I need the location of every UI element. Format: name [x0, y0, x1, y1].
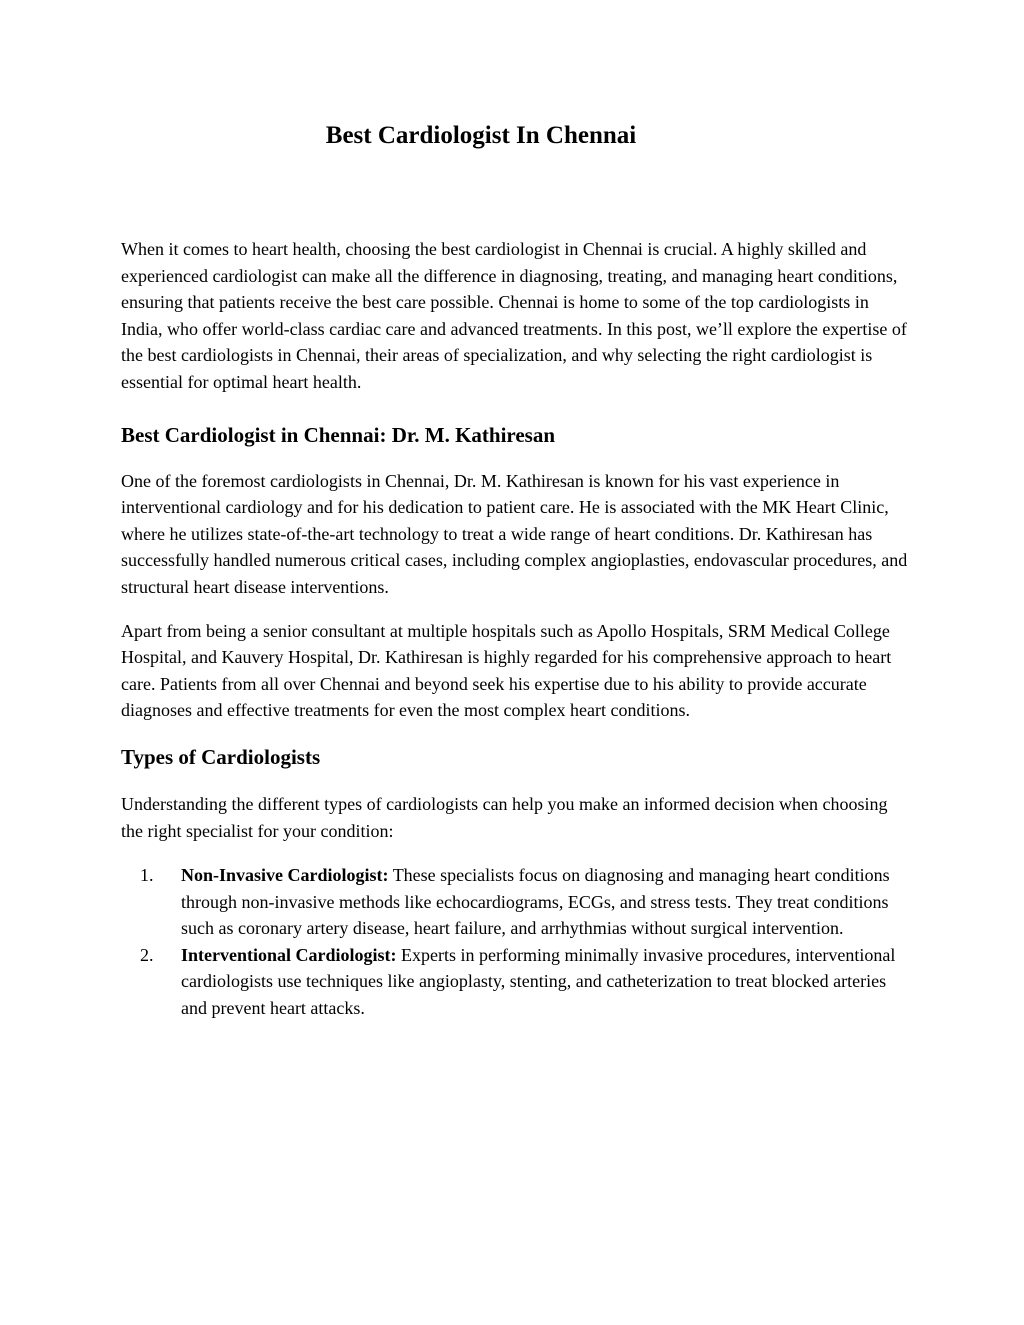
doctor-paragraph-1: One of the foremost cardiologists in Chennai, Dr. M. Kathiresan is known for his vast experience in interventional cardiology and for his dedication to patient care. He is associated with the MK Heart Clinic, where he utilizes state-of-the-art technology to treat a wide range of heart conditions. Dr. Kathiresan has successfully handled numerous critical cases, including complex angioplasties, endovascular procedures, and structural heart disease interventions.: [121, 470, 908, 597]
list-item-text: These specialists focus on diagnosing and managing heart conditions through non-invasive methods like echocardiograms, ECGs, and stress tests. They treat conditions such as coronary artery disease, heart failure, and arrhythmias without surgical intervention.: [181, 865, 890, 939]
list-item-text: Experts in performing minimally invasive procedures, interventional cardiologists use techniques like angioplasty, stenting, and catheterization to treat blocked arteries and prevent heart attacks.: [181, 944, 896, 1019]
section-heading-types: Types of Cardiologists: [121, 744, 321, 769]
document-title: Best Cardiologist In Chennai: [325, 122, 637, 149]
list-item-term: Interventional Cardiologist:: [181, 944, 397, 965]
doctor-paragraph-2: Apart from being a senior consultant at multiple hospitals such as Apollo Hospitals, SRM Medical College Hospital, and Kauvery Hospital, Dr. Kathiresan is highly regarded for his comprehensive approach to heart care. Patients from all over Chennai and beyond seek his expertise due to his ability to provide accurate diagnoses and effective treatments for even the most complex heart conditions.: [121, 620, 892, 721]
types-intro-paragraph: Understanding the different types of cardiologists can help you make an informed decision when choosing the right specialist for your condition:: [121, 793, 888, 841]
intro-paragraph: When it comes to heart health, choosing the best cardiologist in Chennai is crucial. A highly skilled and experienced cardiologist can make all the difference in diagnosing, treating, and managing heart conditions, ensuring that patients receive the best care possible. Chennai is home to some of the top cardiologists in India, who offer world-class cardiac care and advanced treatments. In this post, we’ll explore the expertise of the best cardiologists in Chennai, their areas of specialization, and why selecting the right cardiologist is essential for optimal heart health.: [121, 239, 907, 392]
list-item-number: 2.: [140, 944, 154, 965]
list-item-term: Non-Invasive Cardiologist:: [181, 865, 389, 886]
list-item: [121, 942, 911, 1022]
section-heading-doctor: Best Cardiologist in Chennai: Dr. M. Kathiresan: [121, 422, 556, 447]
document-body: [121, 236, 911, 1022]
cardiologist-types-list: [121, 862, 911, 1022]
list-item-number: 1.: [140, 865, 154, 886]
list-item: [121, 862, 911, 942]
